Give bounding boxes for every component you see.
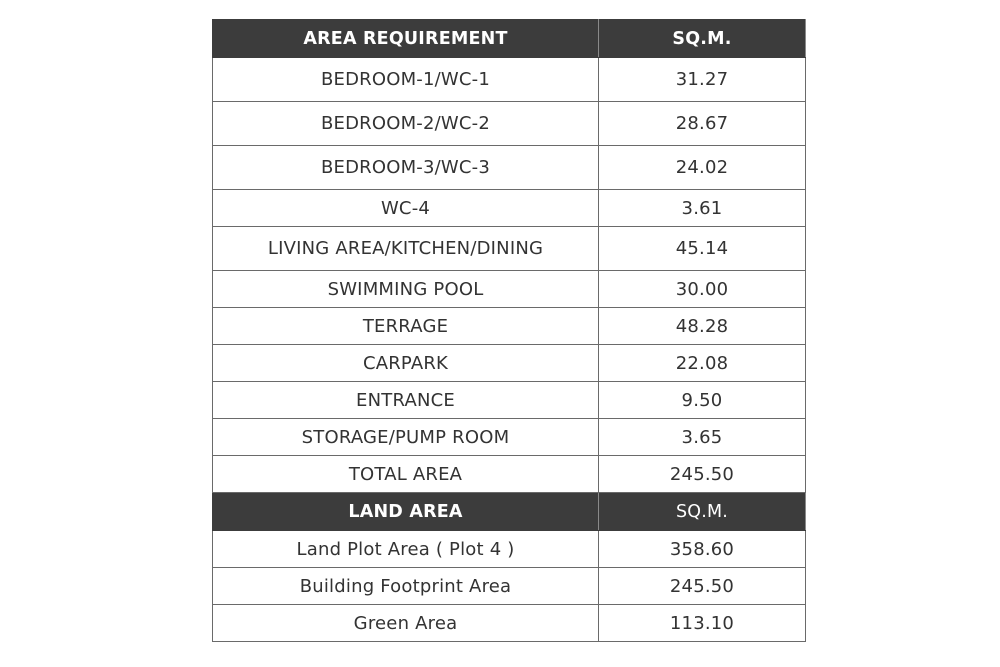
row-value: 245.50 — [599, 568, 806, 605]
land-area-header-label: LAND AREA — [213, 493, 599, 531]
row-label: BEDROOM-3/WC-3 — [213, 146, 599, 190]
row-label: TERRAGE — [213, 308, 599, 345]
table-row — [213, 419, 806, 456]
total-area-value: 245.50 — [599, 456, 806, 493]
row-value: 30.00 — [599, 271, 806, 308]
row-label: STORAGE/PUMP ROOM — [213, 419, 599, 456]
row-value: 24.02 — [599, 146, 806, 190]
row-label: BEDROOM-2/WC-2 — [213, 102, 599, 146]
table-row — [213, 227, 806, 271]
row-value: 31.27 — [599, 58, 806, 102]
area-requirement-header-unit: SQ.M. — [599, 20, 806, 58]
table-row — [213, 58, 806, 102]
table-row-total — [213, 456, 806, 493]
row-value: 358.60 — [599, 531, 806, 568]
row-value: 28.67 — [599, 102, 806, 146]
row-value: 45.14 — [599, 227, 806, 271]
row-label: CARPARK — [213, 345, 599, 382]
row-label: Building Footprint Area — [213, 568, 599, 605]
row-label: Land Plot Area ( Plot 4 ) — [213, 531, 599, 568]
table-row — [213, 146, 806, 190]
table-row — [213, 531, 806, 568]
table-row — [213, 568, 806, 605]
row-label: WC-4 — [213, 190, 599, 227]
row-label: BEDROOM-1/WC-1 — [213, 58, 599, 102]
table-row — [213, 605, 806, 642]
area-requirement-header-row — [213, 20, 806, 58]
row-value: 22.08 — [599, 345, 806, 382]
row-label: ENTRANCE — [213, 382, 599, 419]
table-row — [213, 382, 806, 419]
row-value: 3.61 — [599, 190, 806, 227]
area-requirement-header-label: AREA REQUIREMENT — [213, 20, 599, 58]
row-value: 113.10 — [599, 605, 806, 642]
row-value: 48.28 — [599, 308, 806, 345]
row-label: SWIMMING POOL — [213, 271, 599, 308]
area-table — [212, 19, 806, 642]
table-row — [213, 271, 806, 308]
row-value: 9.50 — [599, 382, 806, 419]
table-row — [213, 345, 806, 382]
land-area-header-unit: SQ.M. — [599, 493, 806, 531]
table-row — [213, 102, 806, 146]
table-row — [213, 190, 806, 227]
row-label: LIVING AREA/KITCHEN/DINING — [213, 227, 599, 271]
row-value: 3.65 — [599, 419, 806, 456]
table-row — [213, 308, 806, 345]
land-area-header-row — [213, 493, 806, 531]
total-area-label: TOTAL AREA — [213, 456, 599, 493]
row-label: Green Area — [213, 605, 599, 642]
